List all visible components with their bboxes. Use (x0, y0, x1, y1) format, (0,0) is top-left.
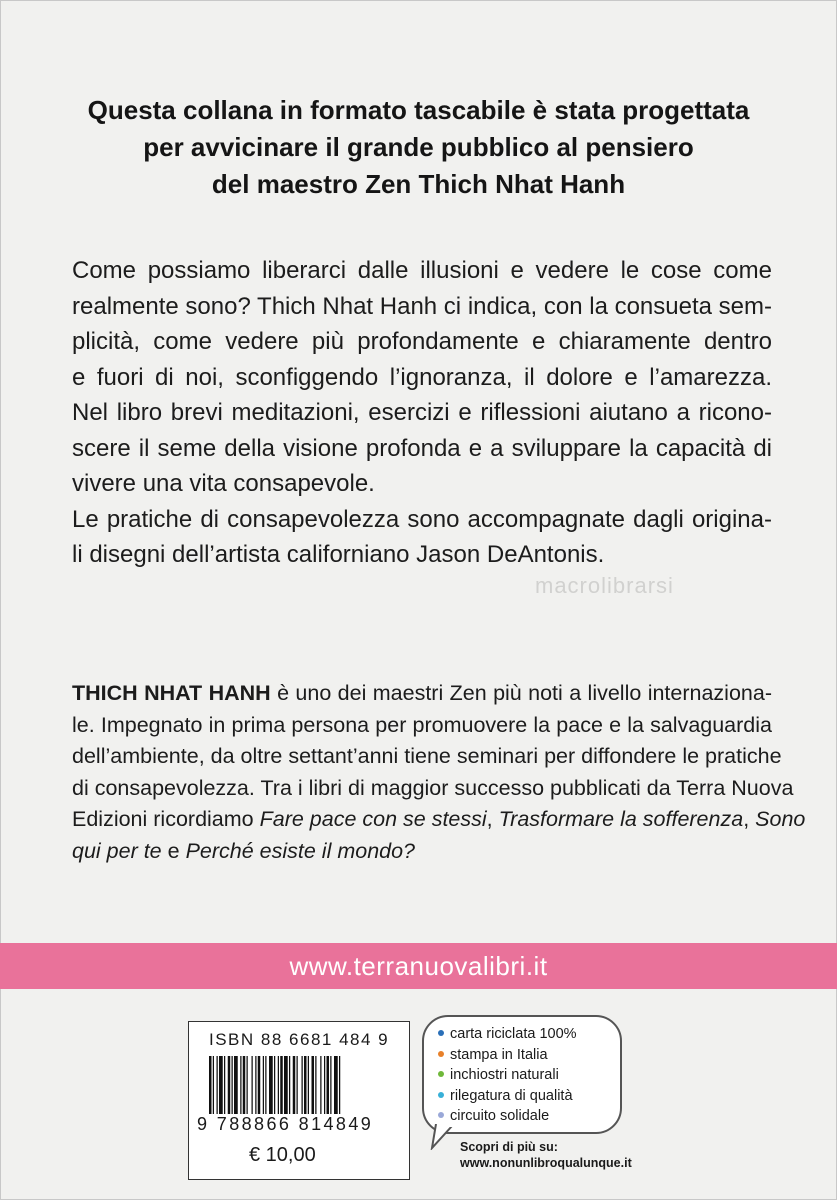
book-description (72, 253, 772, 573)
bullet-dot-icon (438, 1092, 444, 1098)
description-line: Le pratiche di consapevolezza sono accompagnate dagli origina- (72, 505, 772, 533)
book-title: Trasformare la sofferenza (498, 807, 744, 831)
bio-line: di consapevolezza. Tra i libri di maggior successo pubblicati da Terra Nuova (72, 775, 794, 800)
isbn-barcode-box (188, 1021, 410, 1180)
bullet-dot-icon (438, 1051, 444, 1057)
feature-item (438, 1065, 577, 1086)
description-line: realmente sono? Thich Nhat Hanh ci indica, con la consueta sem- (72, 292, 772, 320)
description-line: e fuori di noi, sconfiggendo l’ignoranza, il dolore e l’amarezza. (72, 363, 772, 391)
description-line: Nel libro brevi meditazioni, esercizi e riflessioni aiutano a ricono- (72, 399, 772, 426)
feature-item (438, 1024, 577, 1045)
feature-text: rilegatura di qualità (450, 1087, 573, 1104)
features-speech-bubble (422, 1015, 622, 1134)
speech-bubble-tail-icon (430, 1124, 460, 1150)
bio-conjunction: e (161, 838, 186, 863)
bio-line (72, 678, 772, 710)
book-title: qui per te (72, 838, 162, 863)
feature-text: carta riciclata 100% (450, 1026, 577, 1042)
isbn-label: ISBN 88 6681 484 9 (209, 1030, 390, 1049)
description-line: Come possiamo liberarci dalle illusioni e vedere le cose come (72, 257, 772, 284)
bio-separator: , (486, 807, 499, 831)
watermark-text: macrolibrarsi (535, 573, 674, 598)
bio-line: dell’ambiente, da oltre settant’anni tiene seminari per diffondere le pratiche (72, 744, 782, 768)
bio-line (72, 836, 772, 868)
bio-line (72, 804, 806, 836)
feature-item (438, 1045, 577, 1066)
author-name: THICH NHAT HANH (72, 681, 271, 705)
feature-text: inchiostri naturali (450, 1067, 559, 1083)
description-line: plicità, come vedere più profondamente e chiaramente dentro (72, 328, 772, 355)
author-bio (72, 678, 806, 867)
description-line: li disegni dell’artista californiano Jason DeAntonis. (72, 541, 605, 568)
feature-text: circuito solidale (450, 1108, 550, 1124)
barcode-icon (209, 1056, 389, 1114)
bullet-dot-icon (438, 1071, 444, 1077)
description-line: vivere una vita consapevole. (72, 470, 375, 497)
description-line: scere il seme della visione profonda e a sviluppare la capacità di (72, 434, 772, 462)
feature-item (438, 1086, 577, 1107)
book-title: Fare pace con se stessi (259, 807, 487, 831)
tagline-line: per avvicinare il grande pubblico al pensiero (143, 132, 694, 162)
feature-text: stampa in Italia (450, 1046, 548, 1063)
scopri-url[interactable]: www.nonunlibroqualunque.it (460, 1156, 632, 1170)
features-list (438, 1024, 577, 1127)
bio-text: Edizioni ricordiamo (72, 807, 260, 831)
scopri-label: Scopri di più su: (460, 1140, 558, 1154)
series-tagline (60, 92, 777, 203)
bio-separator: , (743, 807, 756, 831)
book-title: Perché esiste il mondo? (185, 838, 416, 863)
bio-text: è uno dei maestri Zen più noti a livello internaziona- (270, 681, 772, 705)
book-title: Sono (755, 807, 806, 831)
bullet-dot-icon (438, 1030, 444, 1036)
tagline-line: Questa collana in formato tascabile è stata progettata (87, 95, 750, 125)
bio-line: le. Impegnato in prima persona per promuovere la pace e la salvaguardia (72, 712, 772, 737)
price: € 10,00 (249, 1144, 316, 1166)
barcode-digits: 9 788866 814849 (197, 1114, 374, 1134)
tagline-line: del maestro Zen Thich Nhat Hanh (211, 169, 626, 199)
bullet-dot-icon (438, 1112, 444, 1118)
website-link[interactable]: www.terranuovalibri.it (289, 951, 548, 981)
